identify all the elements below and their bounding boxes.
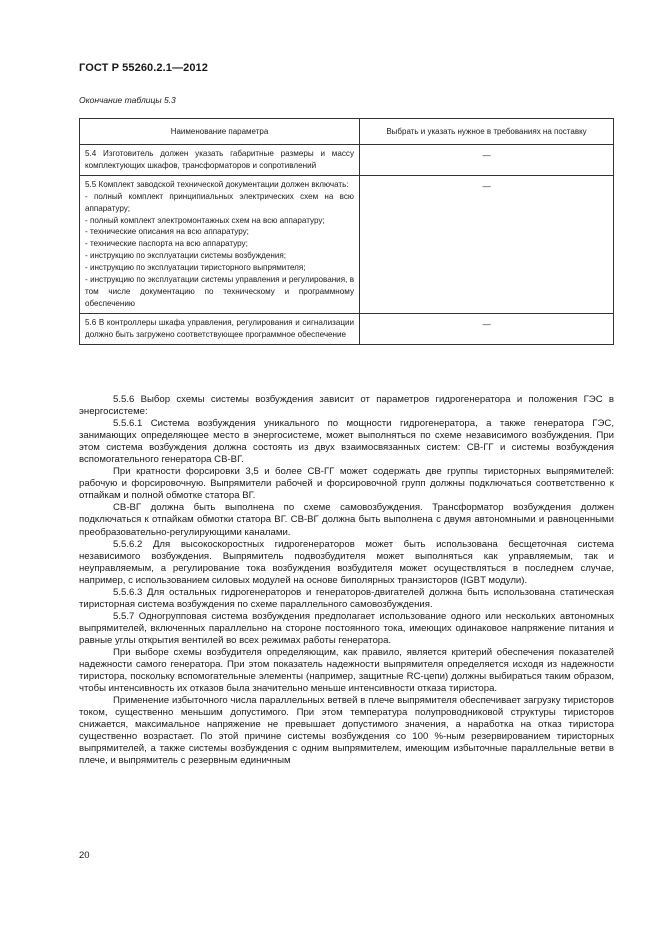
body-paragraph: При кратности форсировки 3,5 и более СВ-ГГ может содержать две группы тиристорных выпрямителей: рабочую и форсировочную. Выпрямители рабочей и форсировочной групп должны подключаться соответственно к отпайкам и полной обмотке статора ВГ. [79,466,614,502]
body-paragraph: 5.5.6.1 Система возбуждения уникального по мощности гидрогенератора, а также генератора ГЭС, занимающих определяющее место в энергосистеме, может выполняться по схеме независимого возбуждения. При этом система возбуждения должна состоять из двух взаимосвязанных систем: СВ-ГГ и системы возбуждения вспомогательного генератора СВ-ВГ. [79,418,614,466]
table-row [80,313,614,344]
parameter-line: 5.5 Комплект заводской технической документации должен включать: [85,179,349,189]
body-paragraph: 5.5.6.2 Для высокоскоростных гидрогенераторов может быть использована бесщеточная система независимого возбуждения. Выпрямитель подвозбудителя может выполняться как управляемым, так и неуправляемым, а регулирование тока возбуждения возбудителя может осуществляться в последнем случае, например, с использованием силовых модулей на основе биполярных транзисторов (IGBT модули). [79,538,614,586]
parameter-line: - технические описания на всю аппаратуру; [85,227,249,237]
body-paragraph: 5.5.7 Одногрупповая система возбуждения предполагает использование одного или нескольких автономных выпрямителей, включенных параллельно на стороне постоянного тока, имеющих одинаковое напряжение питания и равные углы открытия вентилей во всех режимах работы генератора. [79,610,614,646]
parameter-line: - инструкцию по эксплуатации системы возбуждения; [85,251,286,261]
parameter-cell [80,313,360,344]
table-row [80,145,614,176]
parameter-line: - полный комплект электромонтажных схем на всю аппаратуру; [85,215,325,225]
parameter-line: 5.6 В контроллеры шкафа управления, регулирования и сигнализации должно быть загружено соответствующее программное обеспечение [85,317,354,339]
page-number: 20 [79,850,90,861]
requirement-cell: — [360,145,614,176]
table-caption: Окончание таблицы 5.3 [79,95,176,105]
body-paragraph: Применение избыточного числа параллельных ветвей в плече выпрямителя обеспечивает загрузку тиристоров током, существенно меньшим допустимого. При этом температура полупроводниковой структуры тиристоров снижается, максимальное напряжение не превышает допустимого значения, а наработка на отказ тиристора существенно возрастает. По этой причине системы возбуждения со 100 %-ным резервированием тиристорных выпрямителей, а также системы возбуждения с одним выпрямителем, имеющим избыточные параллельные ветви в плече, и выпрямитель с резервным единичным [79,695,614,767]
column-header-requirement: Выбрать и указать нужное в требованиях на поставку [360,119,614,145]
parameter-line: - технические паспорта на всю аппаратуру; [85,239,248,249]
body-paragraph: 5.5.6.3 Для остальных гидрогенераторов и генераторов-двигателей должна быть использована статическая тиристорная система возбуждения по схеме параллельного самовозбуждения. [79,586,614,610]
parameter-line: 5.4 Изготовитель должен указать габаритные размеры и массу комплектующих шкафов, трансформаторов и сопротивлений [85,149,354,170]
body-paragraph: При выборе схемы возбудителя определяющим, как правило, является критерий обеспечения показателей надежности самого генератора. При этом показатель надежности выпрямителя определяется исходя из надежности тиристора, поскольку вспомогательные элементы (например, защитные RC-цепи) должны выбираться таким образом, чтобы интенсивность их отказов была значительно меньше интенсивности отказа тиристора. [79,646,614,695]
body-paragraph: СВ-ВГ должна быть выполнена по схеме самовозбуждения. Трансформатор возбуждения должен подключаться к отпайкам обмотки статора ВГ. СВ-ВГ должна быть выполнена с двумя автономными и равноценными преобразовательно-регулирующими каналами. [79,502,614,538]
parameter-cell [80,145,360,176]
requirement-cell: — [360,313,614,344]
column-header-parameter: Наименование параметра [80,119,360,145]
table-row [80,175,614,313]
parameter-cell [80,175,360,313]
requirement-cell: — [360,175,614,313]
parameter-line: - инструкцию по эксплуатации тиристорного выпрямителя; [85,263,306,273]
body-text [79,394,614,767]
parameter-line: - полный комплект принципиальных электрических схем на всю аппаратуру; [85,191,354,213]
body-paragraph: 5.5.6 Выбор схемы системы возбуждения зависит от параметров гидрогенератора и положения ГЭС в энергосистеме: [79,394,614,418]
table-header-row [80,119,614,145]
parameters-table [79,118,614,345]
document-header: ГОСТ Р 55260.2.1—2012 [79,62,208,74]
parameter-line: - инструкцию по эксплуатации системы управления и регулирования, в том числе документацию по техническому и программному обеспечению [85,275,354,308]
